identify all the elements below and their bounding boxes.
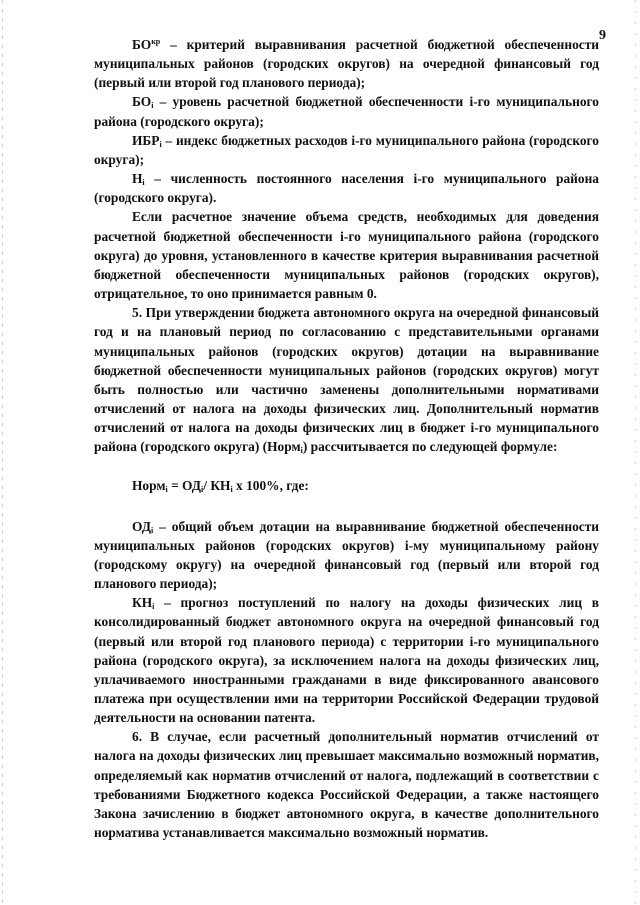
document-body: [94, 35, 599, 842]
term-superscript: кр: [151, 37, 161, 46]
term: БО: [132, 94, 152, 110]
definition-bo-kr: [94, 35, 599, 92]
term: ОД: [132, 518, 151, 534]
definition-ibr-i: [94, 131, 599, 169]
definition-text: – критерий выравнивания расчетной бюджетной обеспеченности муниципальных районов (городских округов) на очередной финансовый год (первый или второй год планового периода);: [94, 37, 599, 91]
term-subscript: i: [152, 602, 155, 612]
definition-od-i: [94, 517, 599, 594]
paragraph-item-5: [94, 303, 599, 456]
paragraph-negative-value: Если расчетное значение объема средств, необходимых для доведения расчетной бюджетной обеспеченности i-го муниципального района (городского округа) до уровня, установленного в качестве критерия выравнивания расчетной бюджетной обеспеченности муниципальных районов (городских округов), отрицательное, то оно принимается равным 0.: [94, 209, 599, 302]
paragraph-item-6: 6. В случае, если расчетный дополнительный норматив отчислений от налога на доходы физических лиц превышает максимально возможный норматив, определяемый как норматив отчислений от налога, подлежащий в соответствии с требованиями Бюджетного кодекса Российской Федерации, а также настоящего Закона зачислению в бюджет автономного округа, в качестве дополнительного норматива устанавливается максимально возможный норматив.: [94, 729, 599, 841]
item5-subscript: i: [300, 446, 303, 456]
term: БО: [132, 37, 152, 52]
item5-text-b: ) рассчитывается по следующей формуле:: [302, 439, 558, 455]
formula-tail: х 100%, где:: [232, 478, 309, 494]
formula-equals: =: [167, 478, 183, 494]
formula-od: ОД: [182, 478, 202, 494]
term: Н: [132, 171, 143, 187]
formula-od-subscript: i: [201, 485, 204, 495]
term-subscript: i: [159, 139, 162, 149]
scan-edge-right: [635, 0, 636, 905]
item5-text-a: 5. При утверждении бюджета автономного округа на очередной финансовый год и на плановый период по согласованию с представительными органами муниципальных районов (городских округов) дотации на выравнивание бюджетной обеспеченности муниципальных районов (городских округов) могут быть полностью или частично заменены дополнительными нормативами отчислений от налога на доходы физических лиц. Дополнительный норматив отчислений от налога на доходы физических лиц в бюджет i-го муниципального района (городского округа) (Норм: [94, 305, 599, 455]
formula-kn-subscript: i: [230, 485, 233, 495]
term-subscript: i: [151, 101, 154, 111]
page-number: 9: [599, 28, 606, 43]
term: ИБР: [132, 132, 160, 148]
definition-text: – прогноз поступлений по налогу на доходы физических лиц в консолидированный бюджет автономного округа на очередной финансовый год (первый или второй год планового периода) с территории i-го муниципального района (городского округа), за исключением налога на доходы физических лиц, уплачиваемого иностранными гражданами в виде фиксированного авансового платежа при осуществлении ими на территории Российской Федерации трудовой деятельности на основании патента.: [94, 595, 599, 726]
definition-text: – общий объем дотации на выравнивание бюджетной обеспеченности муниципальных районов (городских округов) i-му муниципальному району (городскому округу) на очередной финансовый год (первый или второй год планового периода);: [94, 518, 599, 592]
formula-slash: /: [203, 478, 211, 494]
term: КН: [132, 595, 153, 611]
formula-lhs-subscript: i: [165, 485, 168, 495]
term-subscript: i: [142, 178, 145, 188]
definition-text: – численность постоянного населения i-го муниципального района (городского округа).: [94, 171, 599, 206]
definition-bo-i: [94, 92, 599, 130]
definition-text: – индекс бюджетных расходов i-го муниципального района (городского округа);: [94, 132, 599, 167]
term-subscript: i: [150, 525, 154, 535]
formula-lhs: Норм: [132, 478, 166, 494]
definition-text: – уровень расчетной бюджетной обеспеченности i-го муниципального района (городского округа);: [94, 94, 599, 129]
definition-n-i: [94, 169, 599, 207]
scan-edge-left: [2, 0, 3, 905]
formula: [94, 476, 599, 495]
definition-kn-i: [94, 593, 599, 727]
formula-kn: КН: [210, 478, 231, 494]
